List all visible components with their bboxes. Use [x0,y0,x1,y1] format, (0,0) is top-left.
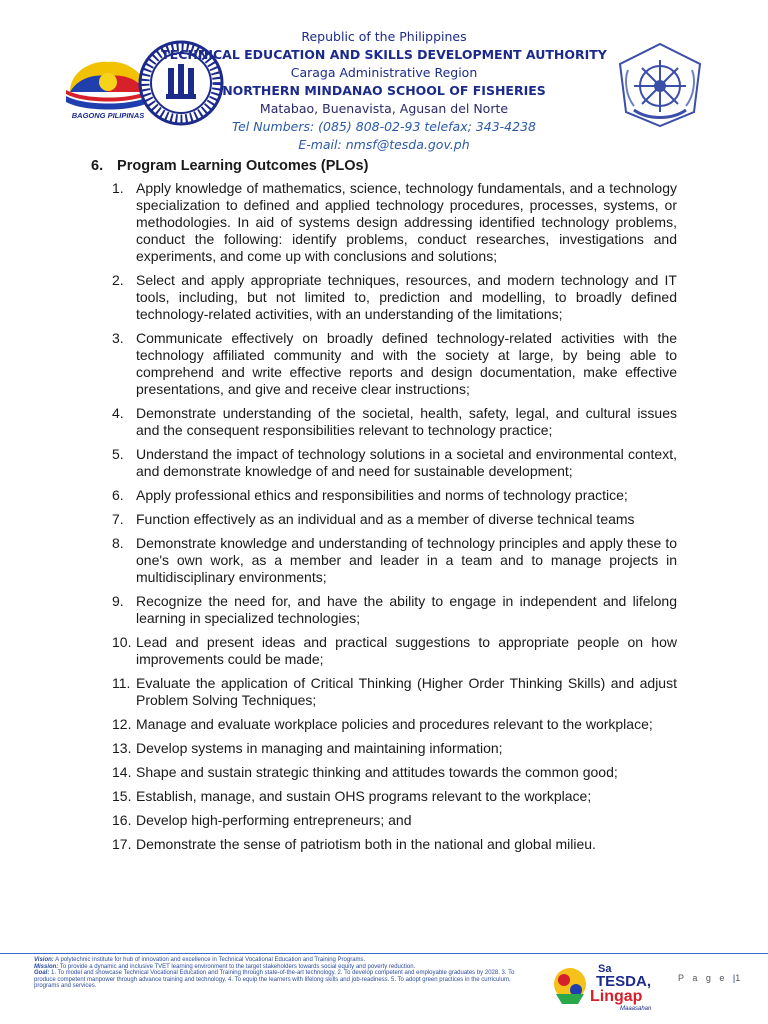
section-number: 6. [91,158,104,174]
outcome-number: 9. [112,593,124,609]
outcome-item [112,788,677,805]
outcome-text: Manage and evaluate workplace policies and procedures relevant to the workplace; [136,716,653,732]
tel-line: Tel Numbers: (085) 808-02-93 telefax; 343-4238 [232,119,536,134]
bagong-pilipinas-label: BAGONG PILIPINAS [71,111,145,120]
outcome-item [112,716,677,733]
outcome-number: 6. [112,487,124,503]
outcome-number: 11. [112,675,131,691]
outcome-number: 2. [112,272,124,288]
outcome-text: Develop systems in managing and maintaining information; [136,740,503,756]
outcome-item [112,180,677,265]
outcome-item [112,812,677,829]
logo-tesda-text: TESDA, [596,973,652,990]
outcome-text: Communicate effectively on broadly defined technology-related activities with the technology affiliated community and with the society at large, by being able to comprehend and write effective reports and design documentation, make effective presentations, and give and receive clear instructions; [136,330,677,397]
outcome-item [112,405,677,439]
logo-lingap-text: Lingap [590,988,643,1005]
outcome-text: Demonstrate the sense of patriotism both in the national and global milieu. [136,836,596,852]
outcome-number: 12. [112,716,132,732]
logo-sa-text: Sa [598,963,612,975]
outcome-number: 3. [112,330,124,346]
outcome-number: 17. [112,836,132,852]
outcome-text: Apply professional ethics and responsibilities and norms of technology practice; [136,487,628,503]
outcome-number: 14. [112,764,132,780]
outcome-item [112,330,677,398]
page-separator: | [732,973,736,983]
mission-statement: Mission: To provide a dynamic and inclusive TVET learning environment to the target stakeholders towards social equity and poverty reduction. [34,963,416,970]
outcome-item [112,511,677,528]
outcome-text: Demonstrate knowledge and understanding of technology principles and apply these to one's own work, as a member and leader in a team and to manage projects in multidisciplinary environments; [136,535,677,585]
email-line[interactable]: E-mail: nmsf@tesda.gov.ph [298,137,470,152]
outcome-item [112,836,677,853]
outcome-number: 15. [112,788,132,804]
outcome-text: Evaluate the application of Critical Thinking (Higher Order Thinking Skills) and adjust Problem Solving Techniques; [136,675,677,708]
country-line: Republic of the Philippines [301,29,467,44]
outcome-text: Lead and present ideas and practical suggestions to appropriate people on how improvements could be made; [136,634,677,667]
page-number [678,973,743,983]
outcome-text: Apply knowledge of mathematics, science, technology fundamentals, and a technology specialization to defined and applied technology procedures, processes, systems, or methodologies. In aid of systems design addressing identified technology problems, conduct the following: identify problems, conduct researches, investigations and experiments, and come up with conclusions and solutions; [136,180,677,264]
section-heading [91,158,368,174]
outcome-number: 10. [112,634,132,650]
page-value: 1 [735,973,744,983]
outcome-text: Recognize the need for, and have the ability to engage in independent and lifelong learning in specialized technologies; [136,593,677,626]
outcome-number: 8. [112,535,124,551]
outcome-item [112,675,677,709]
footer-statements [34,957,534,990]
outcome-number: 13. [112,740,132,756]
region-line: Caraga Administrative Region [290,65,478,80]
outcome-number: 4. [112,405,124,421]
outcome-item [112,740,677,757]
outcome-number: 5. [112,446,124,462]
outcome-text: Function effectively as an individual and as a member of diverse technical teams [136,511,635,527]
page-label: P a g e [678,973,728,983]
sa-tesda-lingap-logo [548,954,678,1014]
outcome-item [112,446,677,480]
outcome-item [112,634,677,668]
outcome-text: Select and apply appropriate techniques, resources, and modern technology and IT tools, including, but not limited to, prediction and modelling, to broadly defined technology-related activities, with an understanding of the limitations; [136,272,677,322]
outcome-number: 16. [112,812,132,828]
program-learning-outcomes-list [112,180,677,860]
vision-statement: Vision: A polytechnic institute for hub of innovation and excellence in Technical Vocational Education and Training Programs. [34,957,366,963]
outcome-number: 7. [112,511,124,527]
outcome-text: Shape and sustain strategic thinking and attitudes towards the common good; [136,764,618,780]
logo-maasahan-text: Maaasahan [620,1006,652,1012]
outcome-text: Demonstrate understanding of the societal, health, safety, legal, and cultural issues and the consequent responsibilities relevant to technology practice; [136,405,677,438]
outcome-item [112,593,677,627]
school-line: NORTHERN MINDANAO SCHOOL OF FISHERIES [222,83,546,98]
outcome-item [112,764,677,781]
agency-line: TECHNICAL EDUCATION AND SKILLS DEVELOPMENT AUTHORITY [161,47,607,62]
section-title: Program Learning Outcomes (PLOs) [117,158,369,174]
outcome-item [112,535,677,586]
address-line: Matabao, Buenavista, Agusan del Norte [259,101,509,116]
outcome-item [112,272,677,323]
letterhead [0,0,768,160]
outcome-text: Understand the impact of technology solutions in a societal and environmental context, and demonstrate knowledge of and need for sustainable development; [136,446,677,479]
nmsf-logo [614,40,706,130]
outcome-number: 1. [112,180,124,196]
outcome-item [112,487,677,504]
outcome-text: Establish, manage, and sustain OHS programs relevant to the workplace; [136,788,592,804]
goal-statement: Goal: 1. To model and showcase Technical Vocational Education and Training through state-of-the-art technology. 2. To develop competent and employable graduates by 2028. 3. To produce competent manpower through advance training and technology. 4. To equip the learners with lifelong skills and job-readiness. 5. To adopt green practices in the curriculum, programs and services. [34,970,515,990]
outcome-text: Develop high-performing entrepreneurs; and [136,812,412,828]
